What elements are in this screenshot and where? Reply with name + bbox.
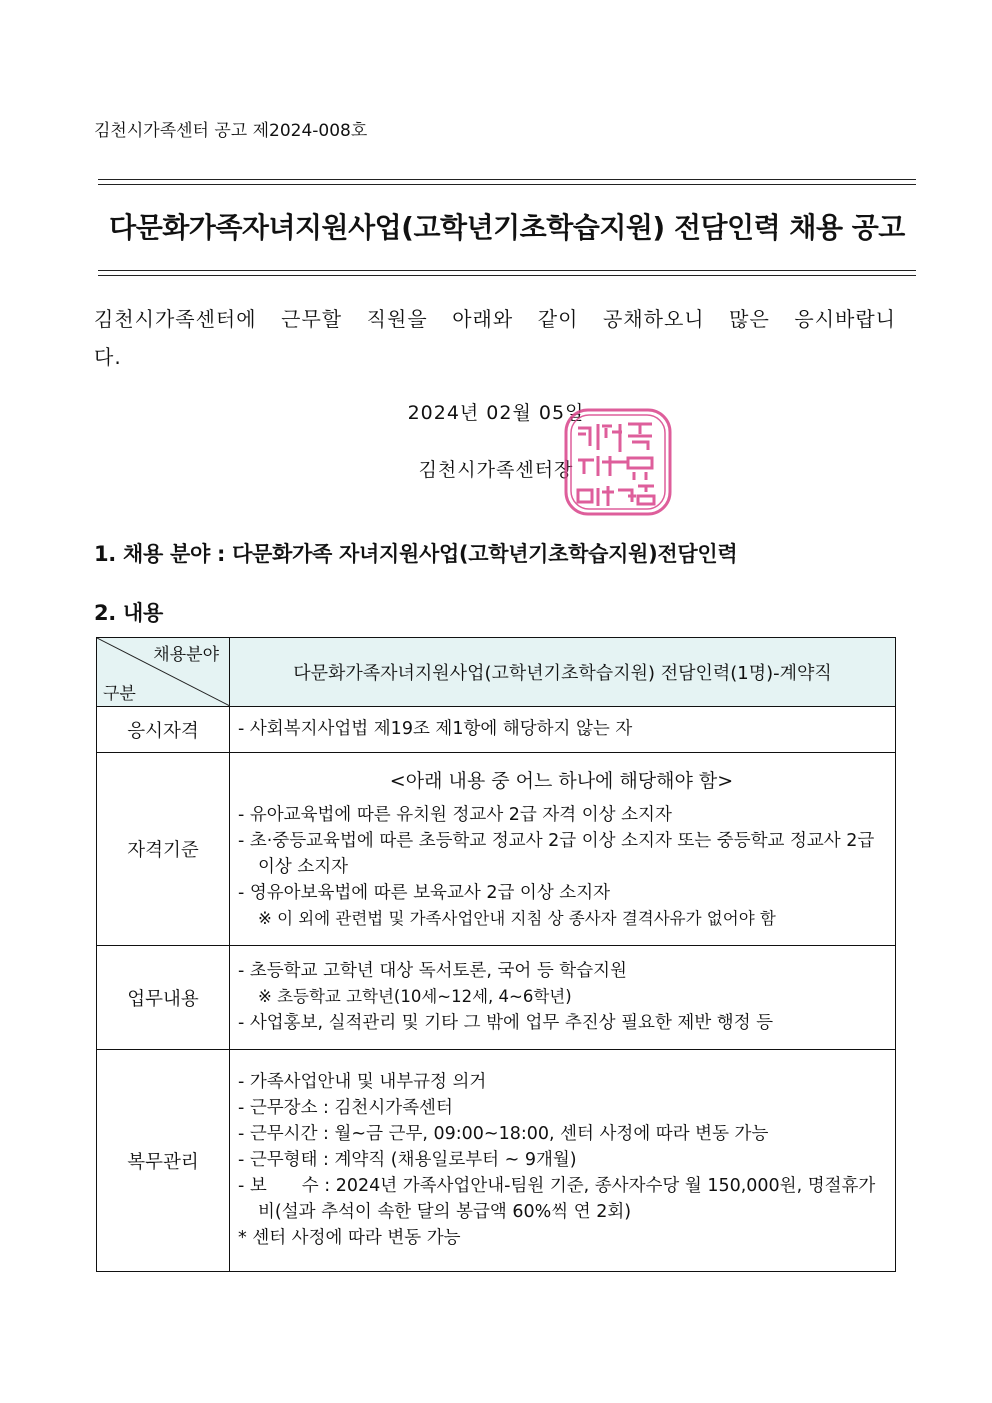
notice-number: 김천시가족센터 공고 제2024-008호 [94, 121, 368, 141]
title-rule-top-2 [98, 184, 916, 185]
row-label-qualification: 자격기준 [97, 753, 230, 946]
management-line-4: - 근무형태 : 계약직 (채용일로부터 ~ 9개월) [238, 1149, 577, 1170]
title-rule-bottom-1 [98, 270, 916, 271]
table-row-qualification [97, 753, 896, 946]
intro-text: 김천시가족센터에 근무할 직원을 아래와 같이 공채하오니 많은 응시바랍니다. [94, 307, 896, 369]
title-rule-bottom-2 [98, 275, 916, 276]
recruitment-table [96, 637, 896, 1272]
section-2-heading: 2. 내용 [94, 601, 163, 625]
title-rule-top-1 [98, 179, 916, 180]
qualification-note: ※ 이 외에 관련법 및 가족사업안내 지침 상 종사자 결격사유가 없어야 함 [258, 909, 776, 928]
row-label-eligibility: 응시자격 [97, 707, 230, 753]
section-1-heading: 1. 채용 분야 : 다문화가족 자녀지원사업(고학년기초학습지원)전담인력 [94, 542, 738, 566]
corner-label-field: 채용분야 [153, 645, 219, 665]
table-row-management [97, 1050, 896, 1272]
management-line-5: - 보 수 : 2024년 가족사업안내-팀원 기준, 종사자수당 월 150,000원, 명절휴가비(설과 추석이 속한 달의 봉급액 60%씩 연 2회) [238, 1175, 876, 1222]
row-content-management [230, 1050, 896, 1272]
management-note: * 센터 사정에 따라 변동 가능 [238, 1227, 461, 1248]
management-line-2: - 근무장소 : 김천시가족센터 [238, 1097, 453, 1118]
page-title: 다문화가족자녀지원사업(고학년기초학습지원) 전담인력 채용 공고 [109, 211, 905, 244]
row-label-duties: 업무내용 [97, 946, 230, 1050]
qualification-line-3: - 영유아보육법에 따른 보육교사 2급 이상 소지자 [238, 883, 611, 903]
management-line-1: - 가족사업안내 및 내부규정 의거 [238, 1071, 487, 1092]
table-corner-cell [97, 638, 230, 707]
table-row-duties [97, 946, 896, 1050]
eligibility-line-1: - 사회복지사업법 제19조 제1항에 해당하지 않는 자 [238, 718, 633, 739]
table-header-title: 다문화가족자녀지원사업(고학년기초학습지원) 전담인력(1명)-계약직 [230, 638, 896, 707]
row-label-management: 복무관리 [97, 1050, 230, 1272]
row-content-qualification [230, 753, 896, 946]
notice-date: 2024년 02월 05일 [407, 402, 585, 424]
row-content-duties [230, 946, 896, 1050]
duties-line-2: - 사업홍보, 실적관리 및 기타 그 밖에 업무 추진상 필요한 제반 행정 등 [238, 1012, 774, 1033]
qualification-line-1: - 유아교육법에 따른 유치원 정교사 2급 자격 이상 소지자 [238, 805, 672, 825]
corner-label-category: 구분 [103, 684, 136, 704]
management-line-3: - 근무시간 : 월~금 근무, 09:00~18:00, 센터 사정에 따라 변동 가능 [238, 1123, 769, 1144]
official-seal-stamp [562, 406, 674, 518]
issuer-name: 김천시가족센터장 [418, 459, 574, 481]
qualification-line-2: - 초·중등교육법에 따른 초등학교 정교사 2급 이상 소지자 또는 중등학교 정교사 2급 이상 소지자 [238, 831, 875, 877]
row-content-eligibility [230, 707, 896, 753]
duties-line-1: - 초등학교 고학년 대상 독서토론, 국어 등 학습지원 [238, 960, 627, 981]
duties-note: ※ 초등학교 고학년(10세~12세, 4~6학년) [258, 986, 572, 1006]
qualification-condition: <아래 내용 중 어느 하나에 해당해야 함> [389, 770, 734, 792]
table-header-row [97, 638, 896, 707]
table-row-eligibility [97, 707, 896, 753]
